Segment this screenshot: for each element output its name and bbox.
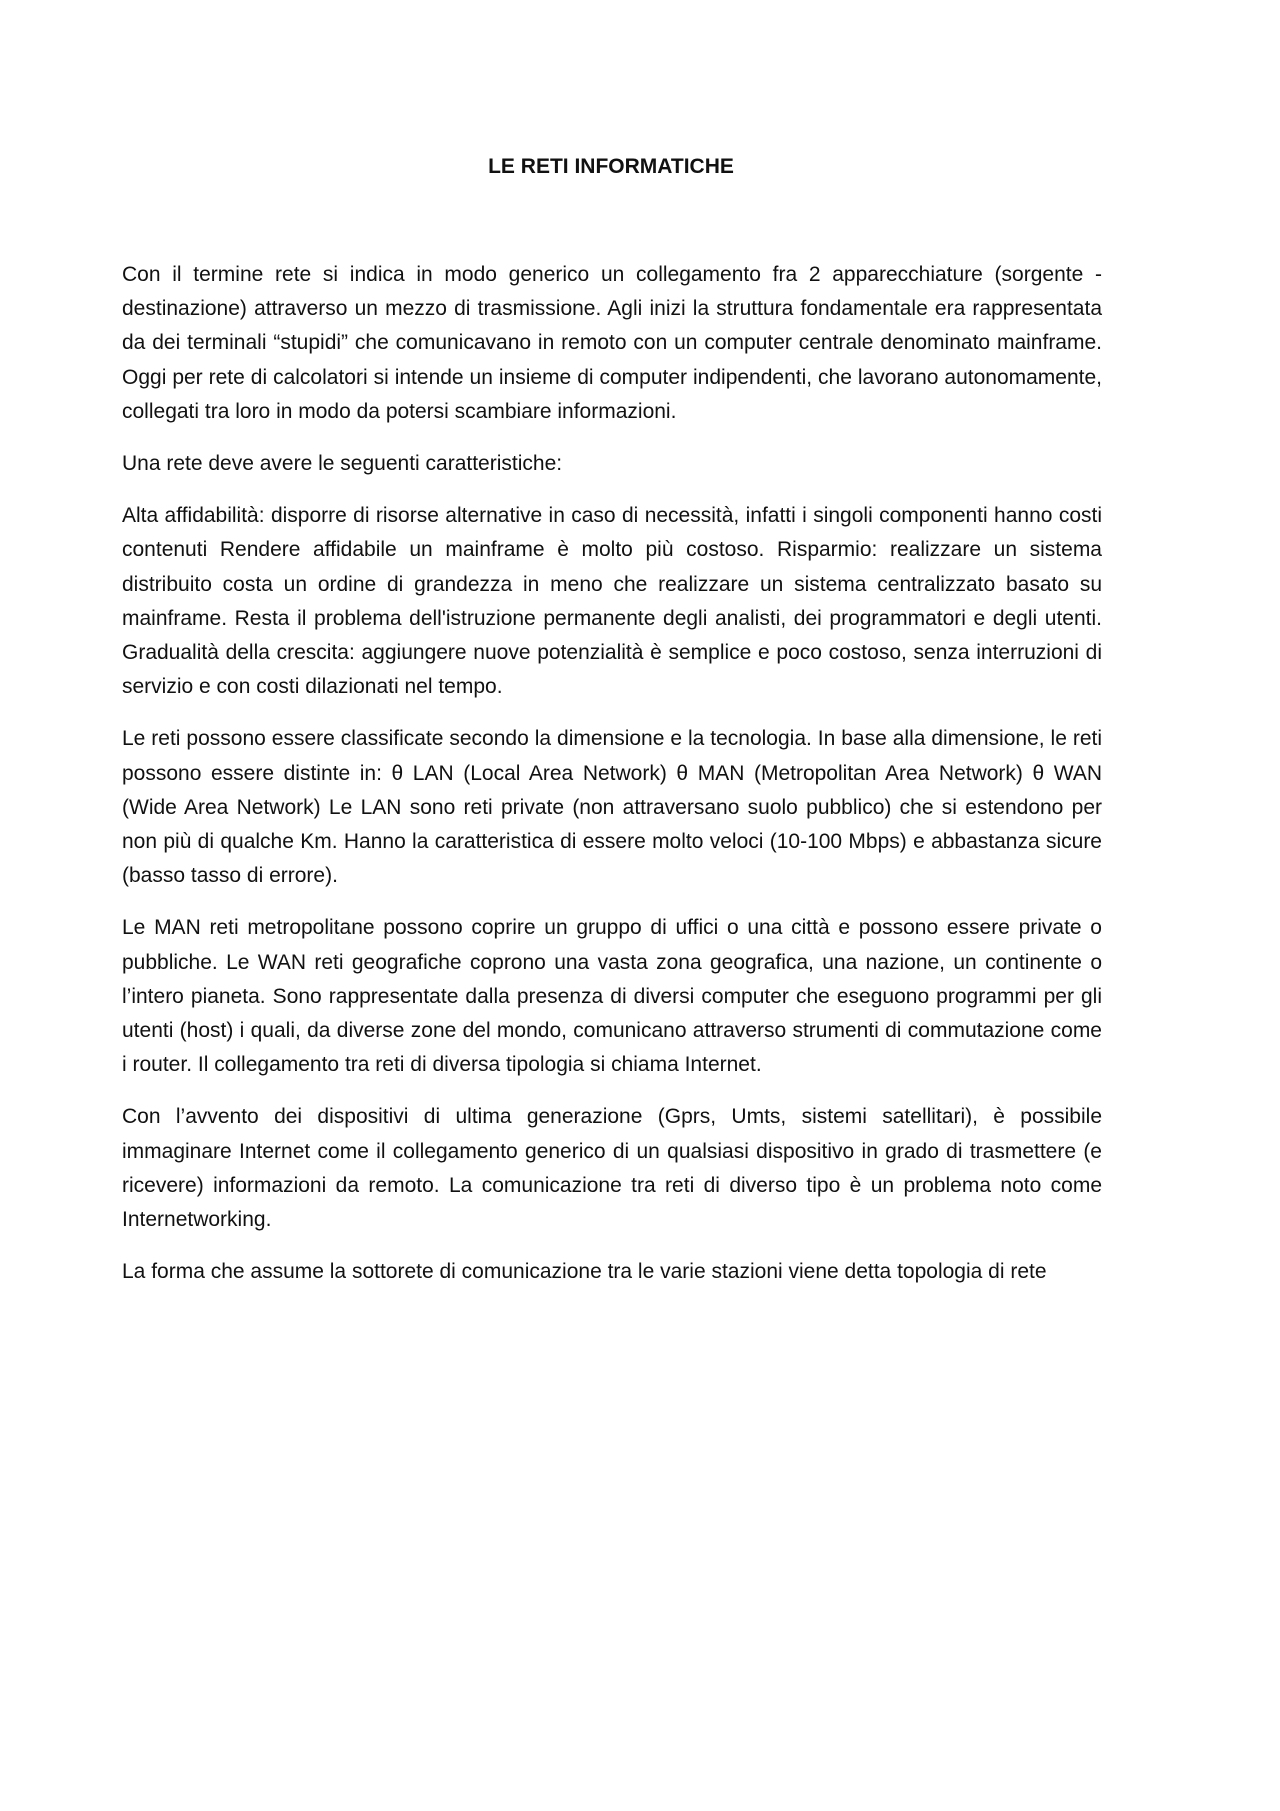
paragraph-classification: Le reti possono essere classificate secondo la dimensione e la tecnologia. In base alla dimensione, le reti possono essere distinte in: θ LAN (Local Area Network) θ MAN (Metropolitan Area Network) θ WAN (Wide Area Network) Le LAN sono reti private (non attraversano suolo pubblico) che si estendono per non più di qualche Km. Hanno la caratteristica di essere molto veloci (10-100 Mbps) e abbastanza sicure (basso tasso di errore). [122, 727, 1102, 888]
document-body [122, 258, 1102, 1307]
paragraph-topology: La forma che assume la sottorete di comunicazione tra le varie stazioni viene detta topologia di rete [122, 1260, 1047, 1284]
paragraph-man-wan: Le MAN reti metropolitane possono coprire un gruppo di uffici o una città e possono essere private o pubbliche. Le WAN reti geografiche coprono una vasta zona geografica, una nazione, un continente o l’intero pianeta. Sono rappresentate dalla presenza di diversi computer che eseguono programmi per gli utenti (host) i quali, da diverse zone del mondo, comunicano attraverso strumenti di commutazione come i router. Il collegamento tra reti di diversa tipologia si chiama Internet. [122, 916, 1102, 1077]
paragraph-characteristics-intro: Una rete deve avere le seguenti caratteristiche: [122, 452, 563, 476]
paragraph-characteristics: Alta affidabilità: disporre di risorse alternative in caso di necessità, infatti i singoli componenti hanno costi contenuti Rendere affidabile un mainframe è molto più costoso. Risparmio: realizzare un sistema distribuito costa un ordine di grandezza in meno che realizzare un sistema centralizzato basato su mainframe. Resta il problema dell'istruzione permanente degli analisti, dei programmatori e degli utenti. Gradualità della crescita: aggiungere nuove potenzialità è semplice e poco costoso, senza interruzioni di servizio e con costi dilazionati nel tempo. [122, 504, 1102, 699]
document-title: LE RETI INFORMATICHE [488, 155, 734, 178]
paragraph-definition: Con il termine rete si indica in modo generico un collegamento fra 2 apparecchiature (sorgente - destinazione) attraverso un mezzo di trasmissione. Agli inizi la struttura fondamentale era rappresentata da dei terminali “stupidi” che comunicavano in remoto con un computer centrale denominato mainframe. Oggi per rete di calcolatori si intende un insieme di computer indipendenti, che lavorano autonomamente, collegati tra loro in modo da potersi scambiare informazioni. [122, 263, 1102, 423]
paragraph-internetworking: Con l’avvento dei dispositivi di ultima generazione (Gprs, Umts, sistemi satellitari), è possibile immaginare Internet come il collegamento generico di un qualsiasi dispositivo in grado di trasmettere (e ricevere) informazioni da remoto. La comunicazione tra reti di diverso tipo è un problema noto come Internetworking. [122, 1105, 1102, 1232]
